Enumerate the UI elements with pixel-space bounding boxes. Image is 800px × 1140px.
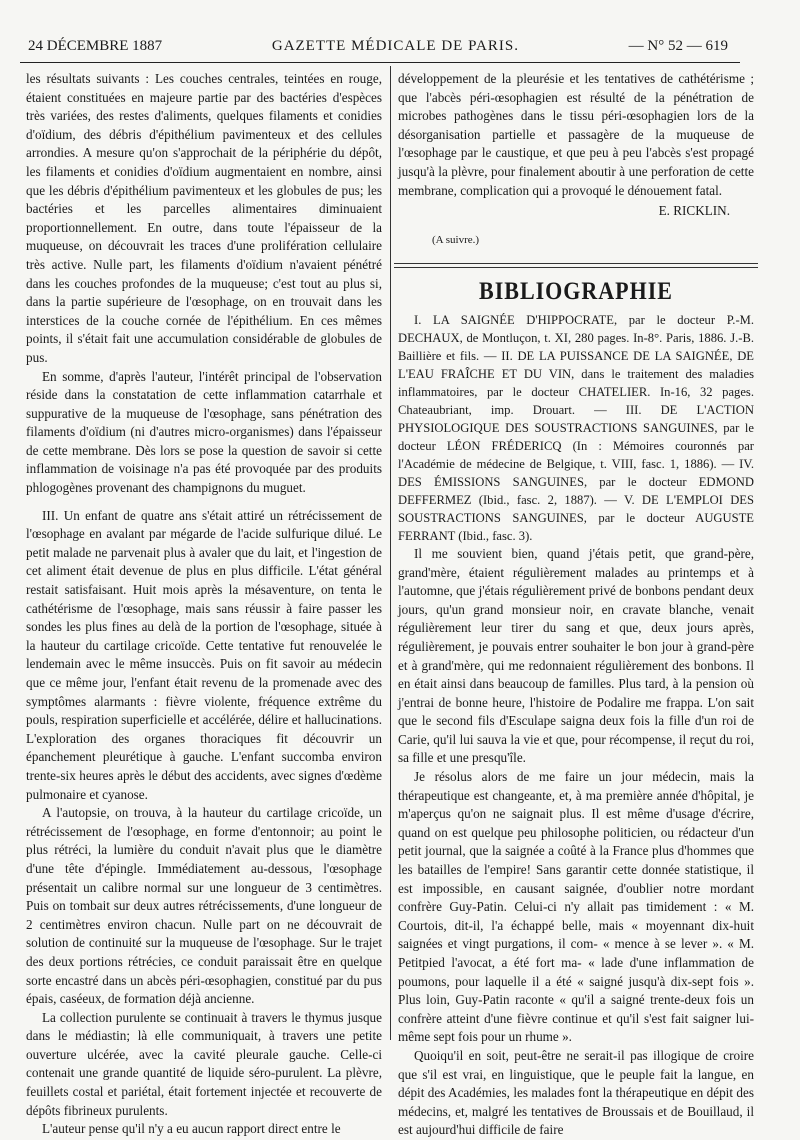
paragraph: Je résolus alors de me faire un jour médecin, mais la thérapeutique est changeante, et, à ma première année d'hôpital, je m'aperçus qu'on ne saignait plus. Il est même d'usage d'écrire, quand on est quelque peu philosophe politicien, ou rédacteur d'un petit journal, que la saignée a coûté à la France plus d'hommes que les batailles de l'empire! Sans garantir cette donnée statistique, il est impossible, en causant saignée, d'oublier notre mordant confrère Guy-Patin. Celui-ci n'y allait pas timidement : « M. Courtois, dit-il, l'a échappé belle, mais « moyennant dix-huit saignées et vingt purgations, il com- « mence à se lever ». « M. Petitpied l'avocat, a été fort ma- « lade d'une inflammation de poumons, pour laquelle il a été « saigné jusqu'à dix-sept fois ». Plus loin, Guy-Patin raconte « qu'il a saigné trente-deux fois un confrère atteint d'une fièvre continue et qu'il s'est fait saigner lui-même sept fois pour un rhume ». <box>398 769 754 1045</box>
header-rule <box>20 62 740 63</box>
section-title: BIBLIOGRAPHIE <box>479 276 673 306</box>
paragraph: Quoiqu'il en soit, peut-être ne serait-il pas illogique de croire que s'il est vrai, en linguistique, que le peuple fait la langue, en dépit des Académies, les malades font la thérapeutique en dépit des médecins, et, malgré les tentatives de Broussais et de Bouillaud, il est aujourd'hui difficile de faire <box>398 1047 754 1138</box>
paragraph: En somme, d'après l'auteur, l'intérêt principal de l'observation réside dans la constatation de cette inflammation catarrhale et suppurative de la muqueuse de l'œsophage, sans pénétration des filaments d'oïdium (ni d'autres micro-organismes) dans l'épaisseur de cette membrane. Dès lors se pose la question de savoir si cette inflammation de voisinage n'a pas été provoquée par des produits phlogogènes provenant des champignons du muguet. <box>26 368 382 496</box>
header-date: 24 DÉCEMBRE 1887 <box>28 38 163 54</box>
paragraph: développement de la pleurésie et les tentatives de cathétérisme ; que l'abcès péri-œsophagien est résulté de la pénétration de microbes pathogènes dans le tissu péri-œsophagien lors de la désorganisation partielle et passagère de la muqueuse de l'œsophage par le caustique, et que peu à peu l'abcès s'est propagé jusqu'à la plèvre, pour finalement aboutir à une perforation de cette membrane, complication qui a provoqué le dénouement fatal. <box>398 71 754 198</box>
paragraph: A l'autopsie, on trouva, à la hauteur du cartilage cricoïde, un rétrécissement de l'œsophage, en forme d'entonnoir; au point le plus rétréci, la lumière du conduit n'avait plus que le diamètre d'une tête d'épingle. Immédiatement au-dessous, l'œsophage présentait un calibre normal sur une longueur de 3 centimètres. Puis on tombait sur deux autres rétrécissements, d'une longueur de 2 centimètres environ chacun. Nulle part on ne découvrait de solution de continuité sur la muqueuse de l'œsophage. Sur le trajet des deux portions rétrécies, ce conduit paraissait être en quelque sorte encastré dans un abcès péri-œsophagien, constitué par du pus épais, caséeux, de formation déjà ancienne. <box>26 805 382 1007</box>
column-divider <box>390 66 391 1040</box>
author-signature: E. RICKLIN. <box>658 203 730 219</box>
issue-page-number: — N° 52 — 619 <box>628 38 728 54</box>
paragraph: L'auteur pense qu'il n'y a eu aucun rapport direct entre le <box>42 1121 341 1137</box>
paragraph: III. Un enfant de quatre ans s'était attiré un rétrécissement de l'œsophage en avalant par mégarde de l'acide sulfurique dilué. Le petit malade ne parvenait plus à avaler que du lait, et l'ingestion de cet aliment était devenue de plus en plus difficile. L'état général restait satisfaisant. Huit mois après la mésaventure, on tenta le cathétérisme de l'œsophage, mais sans réussir à faire passer les sondes les plus fines au delà de la portion de l'œsophage, située à la hauteur du cartilage cricoïde. Cette tentative fut renouvelée le lendemain avec le même insuccès. Puis on fit savoir au médecin que ce même jour, l'enfant était revenu de la promenade avec des symptômes alarmants : fièvre violente, fréquence extrême du pouls, respiration superficielle et accélérée, délire et hallucinations. L'exploration des organes thoraciques fit découvrir un épanchement pleurétique à gauche. L'enfant succomba environ trente-six heures après le début des accidents, avec signes d'œdème pulmonaire et cyanose. <box>26 507 382 802</box>
journal-title: GAZETTE MÉDICALE DE PARIS. <box>271 38 519 54</box>
left-column <box>26 70 382 1139</box>
section-rule <box>394 263 758 268</box>
paragraph: les résultats suivants : Les couches centrales, teintées en rouge, étaient constituées en majeure partie par des bactéries d'espèces très variées, des restes d'aliments, quelques filaments et conidies d'oïdium, des débris d'épithélium pavimenteux et des cellules arrondies. A mesure qu'on s'approchait de la périphérie du dépôt, les filaments et conidies d'oïdium augmentaient en nombre, ainsi que les débris d'épithélium pavimenteux et les globules de pus; les bactéries et les parcelles alimentaires diminuaient proportionnellement. En outre, dans toute l'épaisseur de la muqueuse, on découvrait les traces d'une prolifération cellulaire très active. Nulle part, les filaments d'oïdium n'avaient pénétré dans les couches profondes de la muqueuse; c'est tout au plus si, dans la partie supérieure de l'œsophage, on en trouvait dans les interstices de la couche cornée de l'épithélium. En ces mêmes points, il s'était fait une accumulation considérable de globules de pus. <box>26 71 382 365</box>
paragraph: Il me souvient bien, quand j'étais petit, que grand-père, grand'mère, étaient régulièrement malades au printemps et à l'automne, que j'étais régulièrement privé de bonbons pendant deux jours, qu'un grand monsieur noir, en cravate blanche, venait régulièrement leur tirer du sang et que, deux jours après, régulièrement, je pouvais entrer souhaiter le bon jour à grand-père et à grand'mère, qui me redonnaient régulièrement des bonbons. Il en était ainsi dans beaucoup de familles. Plus tard, à la pension où j'entrai de bonne heure, l'histoire de Podalire me frappa. L'on sait que le second fils d'Esculape saigna deux fois la fille d'un roi de Carie, qu'il lui sauva la vie et que, pour récompense, il reçut du roi, sa fille et une presqu'île. <box>398 545 754 766</box>
to-be-continued-note: (A suivre.) <box>432 233 480 246</box>
right-column <box>398 70 754 1140</box>
page-header <box>28 38 728 60</box>
bibliography-entries: I. LA SAIGNÉE D'HIPPOCRATE, par le docteur P.-M. DECHAUX, de Montluçon, t. XI, 280 pages. In-8°. Paris, 1886. J.-B. Baillière et fils. — II. DE LA PUISSANCE DE LA SAIGNÉE, DE L'EAU FRAÎCHE ET DU VIN, dans le traitement des maladies inflammatoires, par le docteur CHATELIER. In-16, 32 pages. Chateaubriant, imp. Drouart. — III. DE L'ACTION PHYSIOLOGIQUE DES SOUSTRACTIONS SANGUINES, par le docteur LÉON FRÉDERICQ (In : Mémoires couronnés par l'Académie de médecine de Belgique, t. VIII, fasc. 1, 1886). — IV. DES ÉMISSIONS SANGUINES, par le docteur EDMOND DEFFERMEZ (Ibid., fasc. 2, 1887). — V. DE L'EMPLOI DES SOUSTRACTIONS SANGUINES, par le docteur AUGUSTE FERRANT (Ibid., fasc. 3). <box>398 312 754 543</box>
paragraph: La collection purulente se continuait à travers le thymus jusque dans le médiastin; là elle communiquait, à travers une petite ouverture ulcérée, avec la cavité pleurale gauche. Celle-ci contenait une grande quantité de liquide séro-purulent. La plèvre, feuillets costal et pariétal, était fortement injectée et recouverte de dépôts fibrineux purulents. <box>26 1009 382 1118</box>
